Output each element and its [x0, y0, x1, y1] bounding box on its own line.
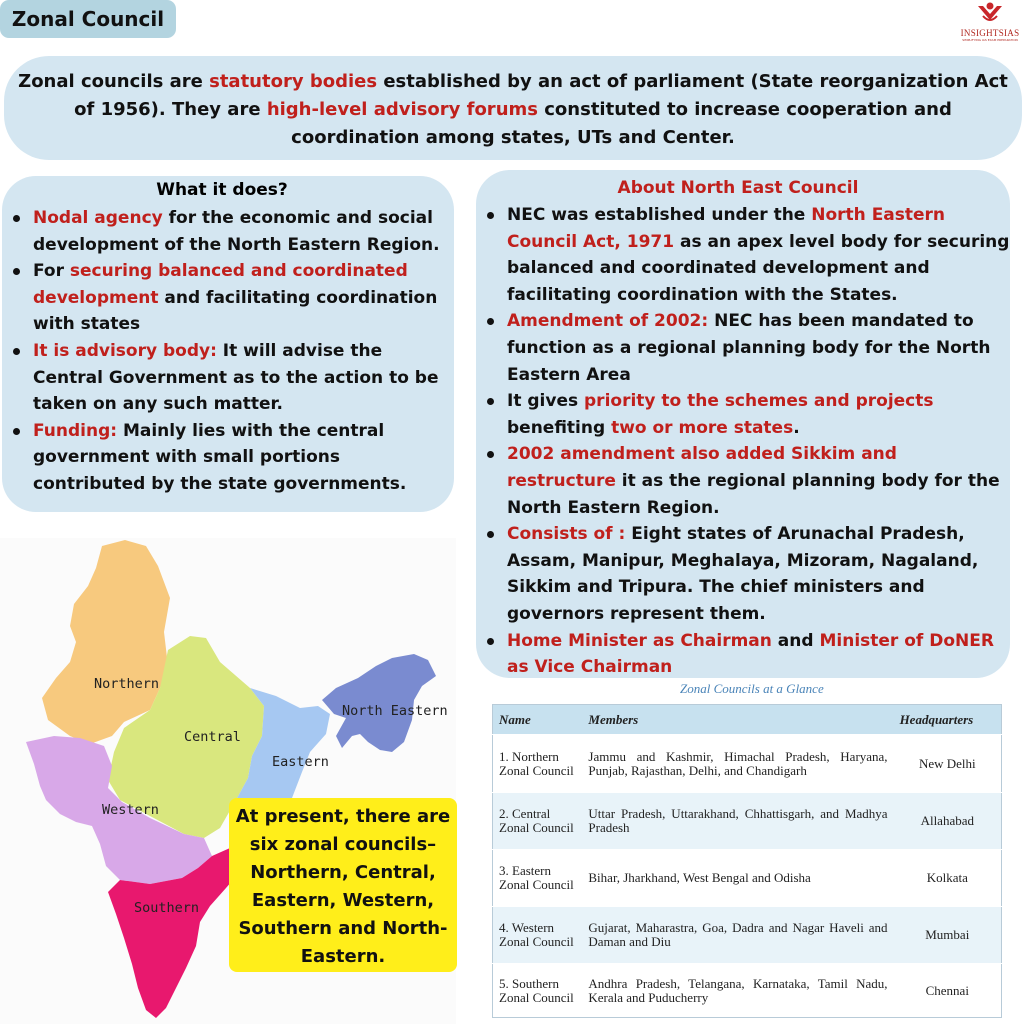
- item-highlight: It is advisory body:: [33, 340, 217, 361]
- item-highlight: North Eastern Council Act, 1971: [507, 205, 946, 252]
- intro-text: established by an act of parliament (State reorganization Act of 1956). They are: [74, 71, 1008, 120]
- item-highlight: Amendment of 2002:: [507, 311, 709, 332]
- map-label-north-eastern: North Eastern: [342, 703, 448, 719]
- map-label-eastern: Eastern: [272, 754, 329, 770]
- table-row: [493, 907, 1002, 964]
- six-councils-note: At present, there are six zonal councils– Northern, Central, Eastern, Western, Southern and North-Eastern.: [229, 798, 457, 972]
- intro-panel: [4, 56, 1022, 160]
- item-highlight: priority to the schemes and projects: [584, 391, 934, 412]
- item-highlight: 2002 amendment also added Sikkim and restructure: [507, 444, 897, 491]
- council-members: Gujarat, Maharastra, Goa, Dadra and Nagar Haveli and Daman and Diu: [582, 907, 893, 964]
- table-row: [493, 735, 1002, 793]
- item-highlight: two or more states: [611, 417, 794, 438]
- logo-figure-icon: [975, 2, 1005, 24]
- council-headquarters: Mumbai: [894, 907, 1002, 964]
- council-name: 4. Western Zonal Council: [493, 907, 583, 964]
- list-item: [476, 441, 1010, 521]
- item-text: and: [771, 630, 820, 651]
- column-header: Members: [582, 705, 893, 735]
- item-highlight: Consists of :: [507, 524, 626, 545]
- map-label-western: Western: [102, 802, 159, 818]
- table-title: Zonal Councils at a Glance: [680, 681, 824, 696]
- list-item: [476, 388, 1010, 441]
- map-label-northern: Northern: [94, 676, 160, 692]
- intro-highlight: high-level advisory forums: [266, 99, 538, 120]
- map-label-central: Central: [184, 729, 241, 745]
- council-members: Bihar, Jharkhand, West Bengal and Odisha: [582, 850, 893, 907]
- item-text: It gives: [507, 391, 585, 412]
- list-item: [476, 308, 1010, 388]
- what-it-does-heading: What it does?: [156, 180, 288, 200]
- item-text: For: [33, 261, 70, 282]
- item-text: It will advise the Central Government as to the action to be taken on any such matter.: [33, 340, 439, 415]
- zonal-councils-table: [492, 704, 1002, 1018]
- nec-list: [476, 202, 1010, 681]
- council-headquarters: New Delhi: [894, 735, 1002, 793]
- council-members: Uttar Pradesh, Uttarakhand, Chhattisgarh, and Madhya Pradesh: [582, 793, 893, 850]
- map-label-southern: Southern: [134, 900, 200, 916]
- item-highlight: Minister of DoNER as Vice Chairman: [507, 630, 994, 678]
- intro-text: constituted to increase cooperation and coordination among states, UTs and Center.: [291, 99, 952, 148]
- list-item: [476, 202, 1010, 308]
- nec-heading: About North East Council: [617, 178, 859, 198]
- council-name: 5. Southern Zonal Council: [493, 964, 583, 1018]
- table-row: [493, 850, 1002, 907]
- item-highlight: Nodal agency: [33, 208, 163, 228]
- list-item: [2, 205, 448, 258]
- list-item: [2, 258, 448, 338]
- table-header-row: [493, 705, 1002, 735]
- intro-highlight: statutory bodies: [209, 71, 378, 92]
- council-members: Andhra Pradesh, Telangana, Karnataka, Tamil Nadu, Kerala and Puducherry: [582, 964, 893, 1018]
- logo-tagline: SIMPLIFYING IAS EXAM PREPARATION: [962, 38, 1018, 42]
- council-headquarters: Allahabad: [894, 793, 1002, 850]
- item-highlight: Home Minister as Chairman: [507, 630, 772, 651]
- council-name: 1. Northern Zonal Council: [493, 735, 583, 793]
- council-name: 3. Eastern Zonal Council: [493, 850, 583, 907]
- item-text: NEC has been mandated to function as a regional planning body for the North Eastern Area: [507, 311, 991, 385]
- page-title: Zonal Council: [0, 0, 176, 38]
- table-row: [493, 964, 1002, 1018]
- council-headquarters: Kolkata: [894, 850, 1002, 907]
- council-members: Jammu and Kashmir, Himachal Pradesh, Haryana, Punjab, Rajasthan, Delhi, and Chandigarh: [582, 735, 893, 793]
- item-text: NEC was established under the: [507, 205, 812, 225]
- item-text: benefiting: [507, 417, 612, 438]
- list-item: [2, 338, 448, 418]
- what-it-does-list: [2, 205, 448, 498]
- list-item: [476, 628, 1010, 681]
- item-text: it as the regional planning body for the North Eastern Region.: [507, 470, 1000, 518]
- insightsias-logo: [958, 2, 1022, 48]
- column-header: Headquarters: [894, 705, 1002, 735]
- nec-panel: [476, 170, 1010, 678]
- item-text: and facilitating coordination with states: [33, 287, 438, 335]
- list-item: [2, 418, 448, 498]
- item-text: as an apex level body for securing balanced and coordinated development and facilitating coordination with the States.: [507, 231, 1010, 305]
- column-header: Name: [493, 705, 583, 735]
- what-it-does-panel: [2, 176, 454, 512]
- item-text: Eight states of Arunachal Pradesh, Assam, Manipur, Meghalaya, Mizoram, Nagaland, Sikkim and Tripura. The chief ministers and governors represent them.: [507, 524, 979, 624]
- council-headquarters: Chennai: [894, 964, 1002, 1018]
- item-highlight: Funding:: [33, 420, 118, 441]
- logo-brand: INSIGHTSIAS: [960, 28, 1020, 38]
- table-row: [493, 793, 1002, 850]
- item-text: .: [793, 417, 800, 438]
- item-text: for the economic and social development of the North Eastern Region.: [33, 208, 440, 255]
- item-text: Mainly lies with the central government with small portions contributed by the state governments.: [33, 420, 407, 494]
- intro-text: Zonal councils are: [18, 71, 210, 92]
- list-item: [476, 521, 1010, 627]
- item-highlight: securing balanced and coordinated development: [33, 261, 408, 308]
- council-name: 2. Central Zonal Council: [493, 793, 583, 850]
